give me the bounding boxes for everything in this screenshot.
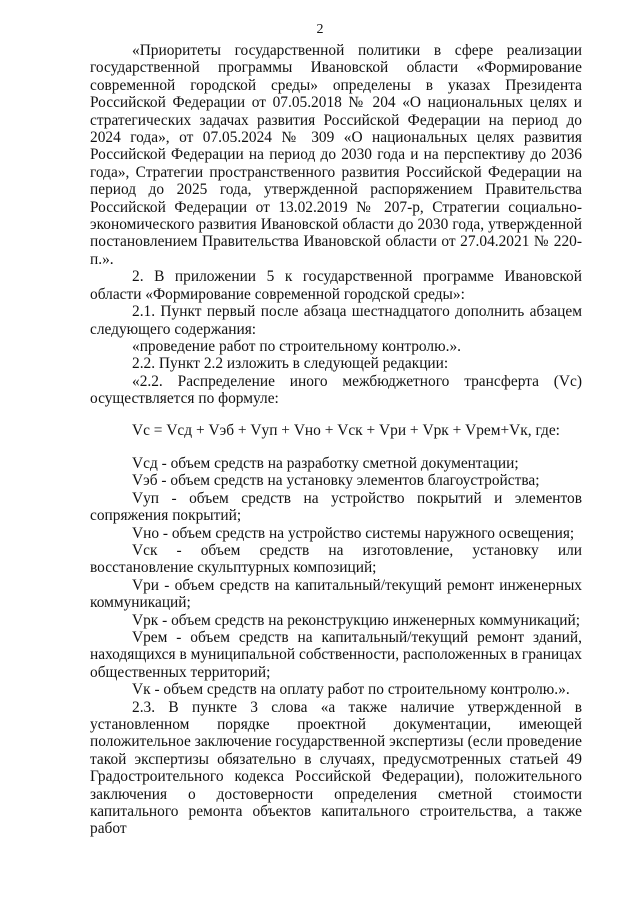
- definition-vrk: Vрк - объем средств на реконструкцию инженерных коммуникаций;: [132, 611, 581, 629]
- definition-vri: Vри - объем средств на капитальный/текущий ремонт инженерных коммуникаций;: [90, 576, 582, 612]
- paragraph-distribution-intro: «2.2. Распределение иного межбюджетного трансферта (Vс) осуществляется по формуле:: [90, 372, 582, 408]
- paragraph-item-2-3: 2.3. В пункте 3 слова «а также наличие утвержденной в установленном порядке проектной документации, имеющей положительное заключение государственной экспертизы (если проведение такой экспертизы обязательно в случаях, предусмотренных статьей 49 Градостроительного кодекса Российской Федерации), положительного заключения о достоверности определения сметной стоимости капитального ремонта объектов капитального строительства, а также работ: [90, 698, 582, 838]
- document-body: [90, 42, 582, 838]
- definition-vsk: Vск - объем средств на изготовление, установку или восстановление скульптурных композиций;: [90, 541, 582, 577]
- distribution-formula: Vс = Vсд + Vэб + Vуп + Vно + Vск + Vри + Vрк + Vрем+Vк, где:: [132, 421, 560, 439]
- definition-vsd: Vсд - объем средств на разработку сметной документации;: [132, 454, 519, 472]
- paragraph-item-2-2: 2.2. Пункт 2.2 изложить в следующей редакции:: [132, 355, 449, 373]
- paragraph-item-2-1: 2.1. Пункт первый после абзаца шестнадцатого дополнить абзацем следующего содержания:: [90, 303, 582, 338]
- paragraph-priorities: «Приоритеты государственной политики в сфере реализации государственной программы Ивановской области «Формирование современной городской среды» определены в указах Президента Российской Федерации от 07.05.2018 № 204 «О национальных целях и стратегических задачах развития Российской Федерации на период до 2024 года», от 07.05.2024 № 309 «О национальных целях развития Российской Федерации на период до 2030 года и на перспективу до 2036 года», Стратегии пространственного развития Российской Федерации на период до 2025 года, утвержденной распоряжением Правительства Российской Федерации от 13.02.2019 № 207-р, Стратегии социально-экономического развития Ивановской области до 2030 года, утвержденной постановлением Правительства Ивановской области от 27.04.2021 № 220-п.».: [90, 42, 582, 268]
- definition-vrem: Vрем - объем средств на капитальный/текущий ремонт зданий, находящихся в муниципальной собственности, расположенных в границах общественных территорий;: [90, 629, 582, 681]
- definition-vno: Vно - объем средств на устройство системы наружного освещения;: [132, 524, 575, 542]
- paragraph-item-2: 2. В приложении 5 к государственной программе Ивановской области «Формирование современной городской среды»:: [90, 268, 582, 303]
- definition-veb: Vэб - объем средств на установку элементов благоустройства;: [132, 472, 540, 490]
- definition-vk: Vк - объем средств на оплату работ по строительному контролю.».: [132, 681, 570, 699]
- paragraph-quote-construction-control: «проведение работ по строительному контролю.».: [132, 337, 461, 355]
- page-number: 2: [316, 22, 324, 37]
- definition-vup: Vуп - объем средств на устройство покрытий и элементов сопряжения покрытий;: [90, 489, 582, 525]
